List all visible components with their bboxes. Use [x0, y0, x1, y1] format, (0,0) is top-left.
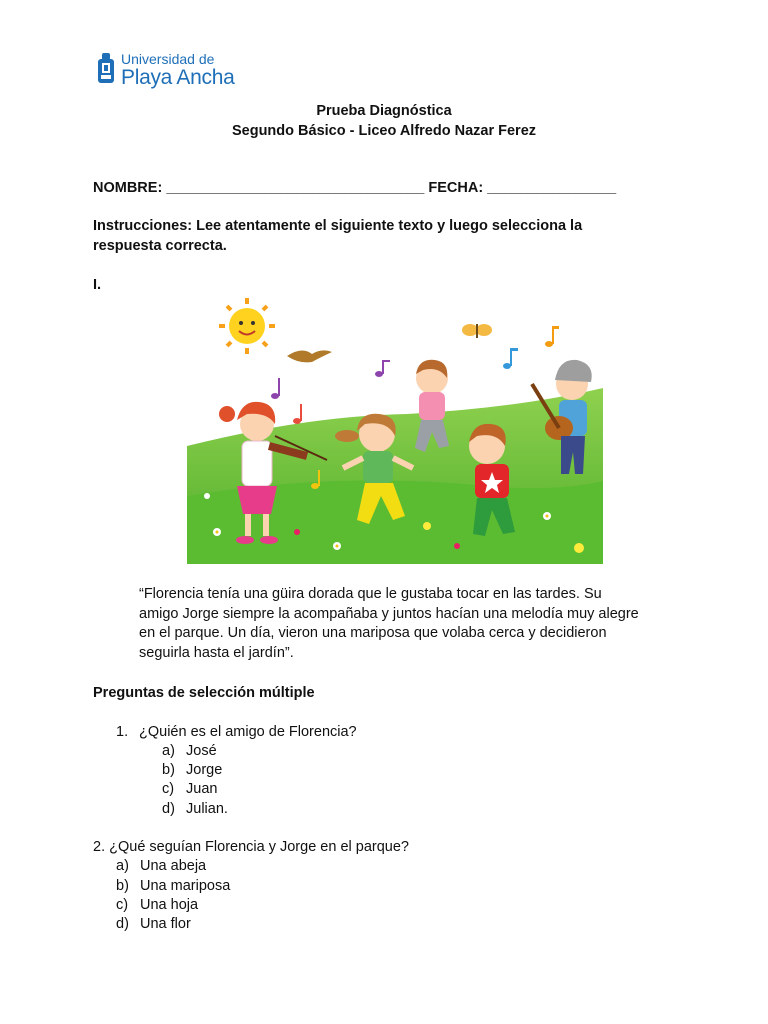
option-2b[interactable] — [116, 878, 230, 894]
story-line-4: seguirla hasta el jardín”. — [139, 644, 294, 661]
date-label: FECHA: — [428, 180, 484, 196]
section-label: I. — [93, 277, 102, 293]
university-crest-icon — [96, 53, 118, 87]
option-2a[interactable] — [116, 858, 206, 874]
option-key: a) — [116, 858, 129, 874]
logo-line-2: Playa Ancha — [121, 66, 235, 89]
option-text: Una mariposa — [140, 878, 231, 894]
option-key: d) — [116, 916, 129, 932]
option-text: Julian. — [186, 801, 228, 817]
option-text: José — [186, 743, 217, 759]
question-number: 1. — [116, 724, 129, 740]
option-key: b) — [162, 762, 175, 778]
story-line-1: “Florencia tenía una güira dorada que le gustaba tocar en las tardes. Su — [139, 586, 602, 602]
option-key: d) — [162, 801, 175, 817]
option-text: Una abeja — [140, 858, 207, 874]
option-1d[interactable] — [162, 801, 228, 817]
question-1 — [116, 724, 357, 740]
option-text: Una hoja — [140, 897, 199, 913]
question-number: 2. — [93, 839, 106, 855]
university-logo — [96, 51, 246, 89]
option-key: a) — [162, 743, 175, 759]
questions-heading: Preguntas de selección múltiple — [93, 685, 315, 701]
option-text: Jorge — [186, 762, 223, 778]
option-1b[interactable] — [162, 762, 222, 778]
option-key: c) — [162, 781, 175, 797]
story-text — [139, 585, 684, 663]
story-line-3: en el parque. Un día, vieron una mariposa que volaba cerca y decidieron — [139, 625, 607, 641]
page-subtitle: Segundo Básico - Liceo Alfredo Nazar Ferez — [231, 123, 537, 139]
option-1c[interactable] — [162, 781, 217, 797]
children-dancing-music-illustration — [187, 296, 603, 564]
question-2 — [93, 839, 409, 855]
question-text: ¿Quién es el amigo de Florencia? — [139, 724, 357, 740]
option-key: c) — [116, 897, 129, 913]
option-text: Una flor — [140, 916, 191, 932]
option-2c[interactable] — [116, 897, 198, 913]
option-1a[interactable] — [162, 743, 217, 759]
logo-line-1: Universidad de — [121, 51, 215, 67]
question-text: ¿Qué seguían Florencia y Jorge en el parque? — [109, 839, 409, 855]
instructions: Instrucciones: Lee atentamente el siguiente texto y luego selecciona la respuesta correcta. — [93, 218, 583, 254]
date-blank[interactable]: ________________ — [487, 180, 617, 196]
name-label: NOMBRE: — [93, 180, 163, 196]
page-title: Prueba Diagnóstica — [316, 103, 452, 119]
option-2d[interactable] — [116, 916, 191, 932]
name-blank[interactable]: ________________________________ — [166, 180, 425, 196]
story-line-2: amigo Jorge siempre la acompañaba y juntos hacían una melodía muy alegre — [139, 605, 639, 622]
option-key: b) — [116, 878, 129, 894]
name-date-line — [93, 180, 616, 196]
option-text: Juan — [186, 781, 218, 797]
